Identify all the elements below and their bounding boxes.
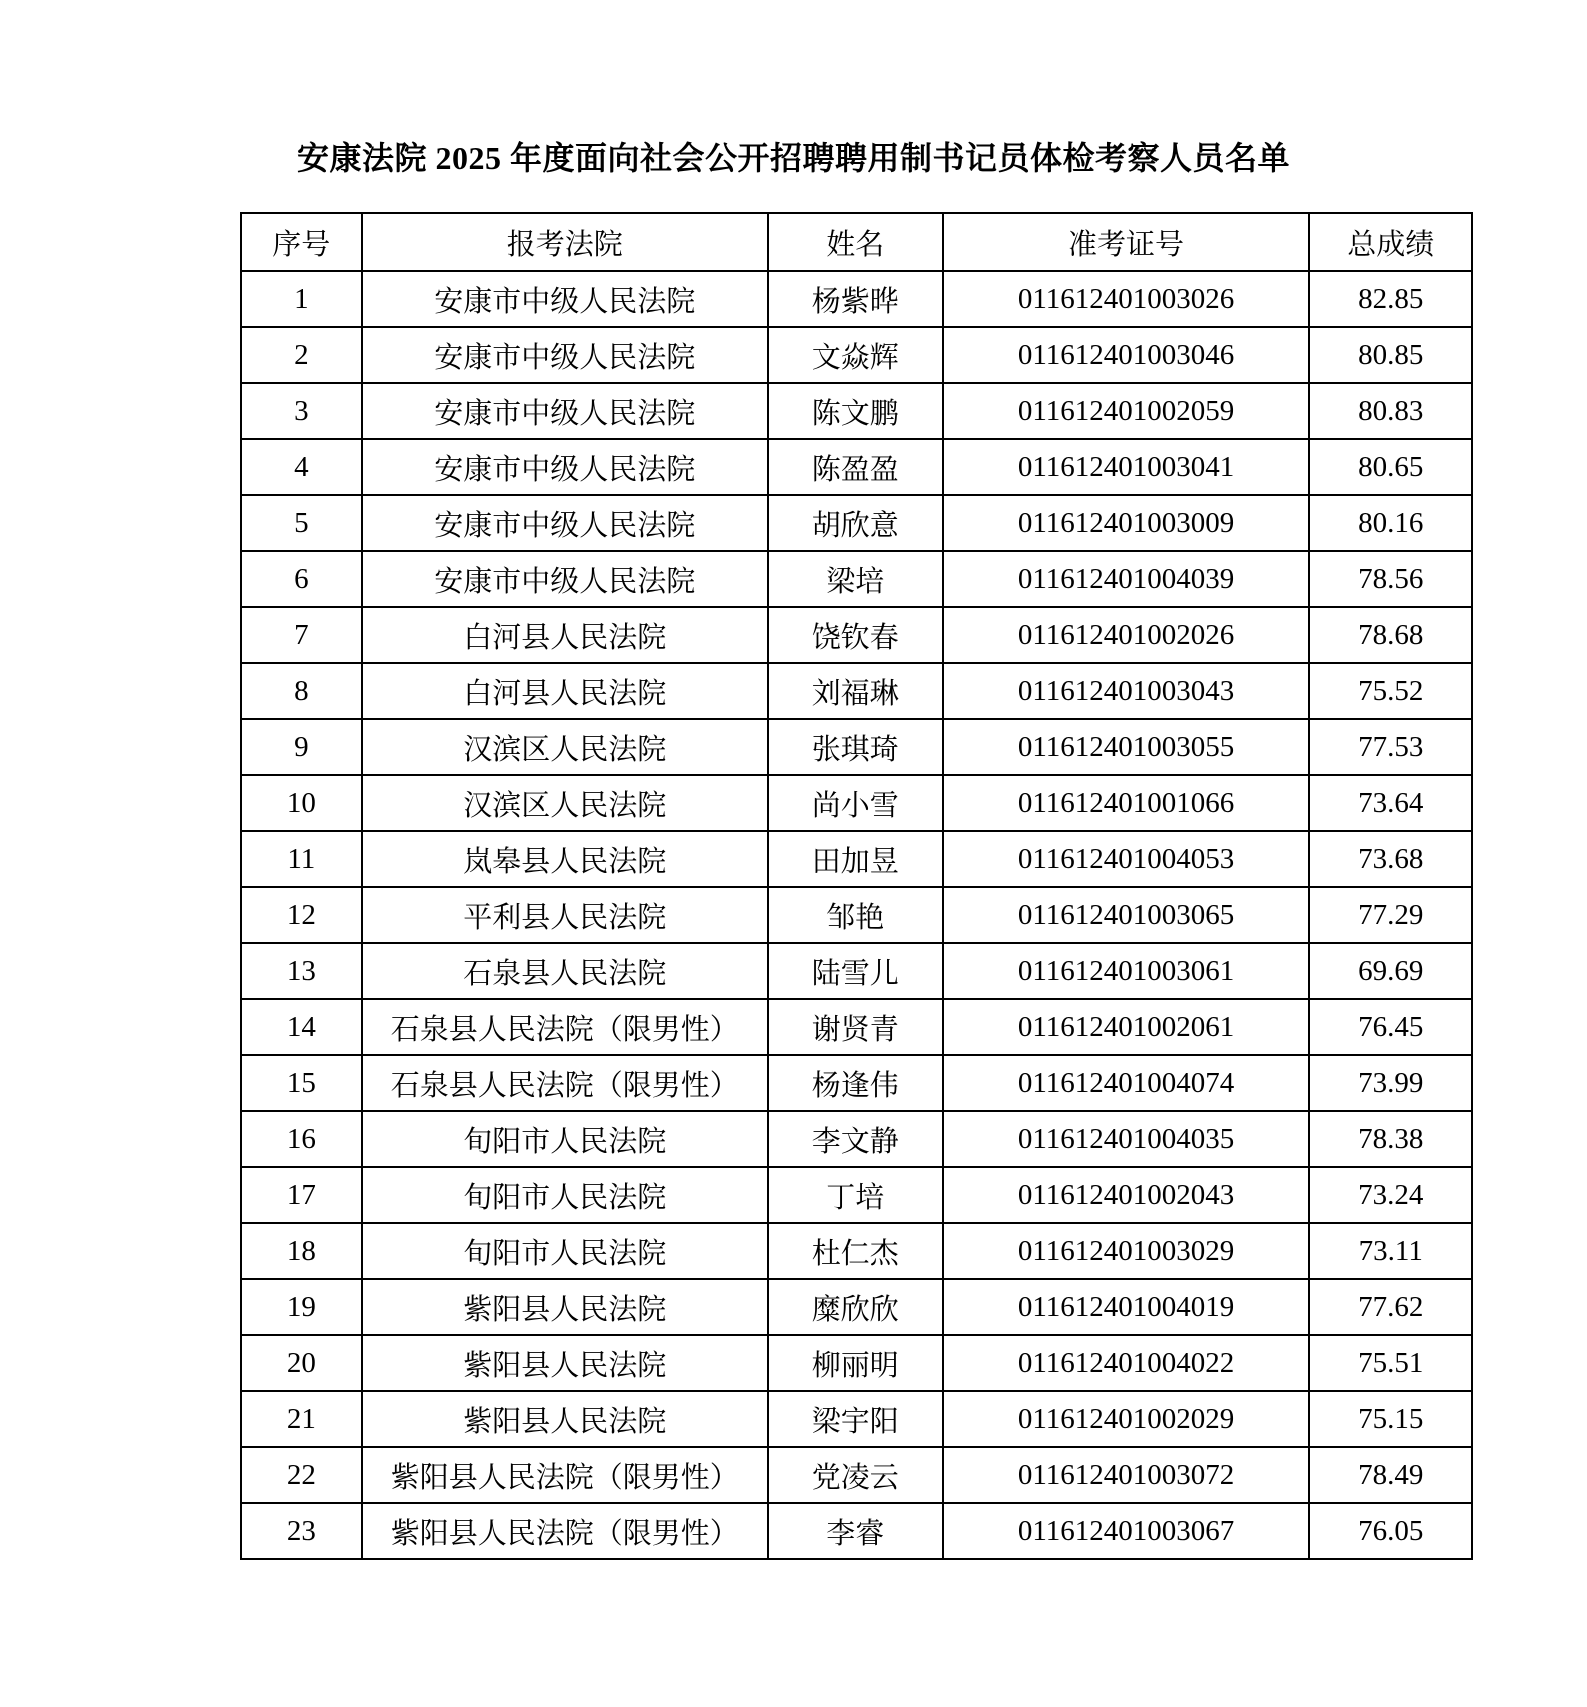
- cell-score: 73.11: [1309, 1223, 1472, 1279]
- cell-court: 旬阳市人民法院: [362, 1167, 768, 1223]
- cell-ticket: 011612401002059: [943, 383, 1310, 439]
- table-row: [241, 495, 1472, 551]
- cell-seq: 5: [241, 495, 362, 551]
- cell-court: 安康市中级人民法院: [362, 271, 768, 327]
- header-score: 总成绩: [1309, 213, 1472, 271]
- cell-score: 77.29: [1309, 887, 1472, 943]
- cell-score: 75.51: [1309, 1335, 1472, 1391]
- table-row: [241, 1447, 1472, 1503]
- cell-seq: 7: [241, 607, 362, 663]
- cell-ticket: 011612401001066: [943, 775, 1310, 831]
- cell-ticket: 011612401002029: [943, 1391, 1310, 1447]
- header-court: 报考法院: [362, 213, 768, 271]
- cell-name: 田加昱: [768, 831, 943, 887]
- cell-ticket: 011612401002026: [943, 607, 1310, 663]
- table-row: [241, 663, 1472, 719]
- cell-court: 平利县人民法院: [362, 887, 768, 943]
- header-seq: 序号: [241, 213, 362, 271]
- cell-name: 邹艳: [768, 887, 943, 943]
- cell-score: 82.85: [1309, 271, 1472, 327]
- table-body: [241, 271, 1472, 1559]
- cell-score: 73.24: [1309, 1167, 1472, 1223]
- cell-ticket: 011612401003009: [943, 495, 1310, 551]
- table-row: [241, 943, 1472, 999]
- cell-seq: 22: [241, 1447, 362, 1503]
- cell-court: 汉滨区人民法院: [362, 719, 768, 775]
- cell-ticket: 011612401002061: [943, 999, 1310, 1055]
- cell-seq: 8: [241, 663, 362, 719]
- cell-seq: 2: [241, 327, 362, 383]
- cell-ticket: 011612401004022: [943, 1335, 1310, 1391]
- cell-name: 文焱辉: [768, 327, 943, 383]
- cell-court: 白河县人民法院: [362, 607, 768, 663]
- table-row: [241, 1335, 1472, 1391]
- cell-name: 陈文鹏: [768, 383, 943, 439]
- cell-court: 石泉县人民法院（限男性）: [362, 999, 768, 1055]
- table-row: [241, 271, 1472, 327]
- cell-seq: 19: [241, 1279, 362, 1335]
- cell-name: 尚小雪: [768, 775, 943, 831]
- cell-court: 旬阳市人民法院: [362, 1223, 768, 1279]
- cell-seq: 23: [241, 1503, 362, 1559]
- table-row: [241, 439, 1472, 495]
- table-row: [241, 1503, 1472, 1559]
- cell-score: 76.45: [1309, 999, 1472, 1055]
- header-ticket: 准考证号: [943, 213, 1310, 271]
- table-header: [241, 213, 1472, 271]
- cell-seq: 14: [241, 999, 362, 1055]
- cell-name: 刘福琳: [768, 663, 943, 719]
- cell-court: 岚皋县人民法院: [362, 831, 768, 887]
- cell-seq: 3: [241, 383, 362, 439]
- cell-court: 紫阳县人民法院: [362, 1279, 768, 1335]
- cell-seq: 9: [241, 719, 362, 775]
- cell-score: 75.52: [1309, 663, 1472, 719]
- cell-ticket: 011612401003067: [943, 1503, 1310, 1559]
- cell-score: 76.05: [1309, 1503, 1472, 1559]
- cell-seq: 1: [241, 271, 362, 327]
- cell-name: 李睿: [768, 1503, 943, 1559]
- table-row: [241, 1279, 1472, 1335]
- cell-score: 78.38: [1309, 1111, 1472, 1167]
- cell-ticket: 011612401003043: [943, 663, 1310, 719]
- table-row: [241, 1055, 1472, 1111]
- cell-score: 80.83: [1309, 383, 1472, 439]
- cell-score: 69.69: [1309, 943, 1472, 999]
- cell-score: 73.64: [1309, 775, 1472, 831]
- cell-seq: 11: [241, 831, 362, 887]
- roster-table: [240, 212, 1473, 1560]
- cell-court: 安康市中级人民法院: [362, 327, 768, 383]
- cell-court: 石泉县人民法院（限男性）: [362, 1055, 768, 1111]
- cell-seq: 6: [241, 551, 362, 607]
- cell-name: 李文静: [768, 1111, 943, 1167]
- cell-seq: 21: [241, 1391, 362, 1447]
- page-title: 安康法院 2025 年度面向社会公开招聘聘用制书记员体检考察人员名单: [296, 140, 1290, 176]
- header-name: 姓名: [768, 213, 943, 271]
- cell-ticket: 011612401003061: [943, 943, 1310, 999]
- cell-court: 紫阳县人民法院（限男性）: [362, 1447, 768, 1503]
- table-row: [241, 719, 1472, 775]
- cell-score: 80.65: [1309, 439, 1472, 495]
- cell-name: 丁培: [768, 1167, 943, 1223]
- cell-seq: 18: [241, 1223, 362, 1279]
- cell-court: 安康市中级人民法院: [362, 495, 768, 551]
- cell-name: 梁培: [768, 551, 943, 607]
- cell-court: 白河县人民法院: [362, 663, 768, 719]
- cell-score: 78.49: [1309, 1447, 1472, 1503]
- table-row: [241, 327, 1472, 383]
- cell-score: 75.15: [1309, 1391, 1472, 1447]
- cell-seq: 15: [241, 1055, 362, 1111]
- cell-ticket: 011612401003026: [943, 271, 1310, 327]
- cell-ticket: 011612401004019: [943, 1279, 1310, 1335]
- cell-court: 安康市中级人民法院: [362, 551, 768, 607]
- cell-seq: 10: [241, 775, 362, 831]
- cell-court: 紫阳县人民法院: [362, 1391, 768, 1447]
- cell-score: 77.62: [1309, 1279, 1472, 1335]
- table-row: [241, 551, 1472, 607]
- cell-name: 陆雪儿: [768, 943, 943, 999]
- cell-court: 紫阳县人民法院: [362, 1335, 768, 1391]
- cell-ticket: 011612401003055: [943, 719, 1310, 775]
- cell-court: 旬阳市人民法院: [362, 1111, 768, 1167]
- cell-name: 胡欣意: [768, 495, 943, 551]
- table-row: [241, 1223, 1472, 1279]
- cell-score: 80.85: [1309, 327, 1472, 383]
- table-row: [241, 999, 1472, 1055]
- cell-ticket: 011612401004074: [943, 1055, 1310, 1111]
- cell-ticket: 011612401003072: [943, 1447, 1310, 1503]
- cell-name: 党凌云: [768, 1447, 943, 1503]
- table-row: [241, 831, 1472, 887]
- cell-ticket: 011612401002043: [943, 1167, 1310, 1223]
- table-row: [241, 887, 1472, 943]
- cell-name: 张琪琦: [768, 719, 943, 775]
- cell-ticket: 011612401003041: [943, 439, 1310, 495]
- cell-name: 梁宇阳: [768, 1391, 943, 1447]
- table-row: [241, 1167, 1472, 1223]
- cell-name: 糜欣欣: [768, 1279, 943, 1335]
- cell-seq: 20: [241, 1335, 362, 1391]
- table-row: [241, 607, 1472, 663]
- cell-seq: 4: [241, 439, 362, 495]
- cell-ticket: 011612401004035: [943, 1111, 1310, 1167]
- cell-score: 80.16: [1309, 495, 1472, 551]
- table-row: [241, 1111, 1472, 1167]
- table-row: [241, 1391, 1472, 1447]
- cell-ticket: 011612401003065: [943, 887, 1310, 943]
- table-row: [241, 383, 1472, 439]
- table-row: [241, 775, 1472, 831]
- cell-name: 杜仁杰: [768, 1223, 943, 1279]
- cell-score: 78.68: [1309, 607, 1472, 663]
- cell-score: 77.53: [1309, 719, 1472, 775]
- cell-name: 杨紫晔: [768, 271, 943, 327]
- cell-name: 饶钦春: [768, 607, 943, 663]
- cell-ticket: 011612401003029: [943, 1223, 1310, 1279]
- cell-score: 73.99: [1309, 1055, 1472, 1111]
- cell-seq: 12: [241, 887, 362, 943]
- cell-seq: 17: [241, 1167, 362, 1223]
- cell-court: 安康市中级人民法院: [362, 439, 768, 495]
- cell-seq: 13: [241, 943, 362, 999]
- cell-court: 紫阳县人民法院（限男性）: [362, 1503, 768, 1559]
- cell-ticket: 011612401004053: [943, 831, 1310, 887]
- cell-seq: 16: [241, 1111, 362, 1167]
- cell-ticket: 011612401004039: [943, 551, 1310, 607]
- header-row: [241, 213, 1472, 271]
- cell-name: 陈盈盈: [768, 439, 943, 495]
- cell-name: 杨逢伟: [768, 1055, 943, 1111]
- cell-score: 73.68: [1309, 831, 1472, 887]
- cell-ticket: 011612401003046: [943, 327, 1310, 383]
- cell-name: 谢贤青: [768, 999, 943, 1055]
- cell-court: 汉滨区人民法院: [362, 775, 768, 831]
- cell-score: 78.56: [1309, 551, 1472, 607]
- cell-name: 柳丽明: [768, 1335, 943, 1391]
- cell-court: 石泉县人民法院: [362, 943, 768, 999]
- cell-court: 安康市中级人民法院: [362, 383, 768, 439]
